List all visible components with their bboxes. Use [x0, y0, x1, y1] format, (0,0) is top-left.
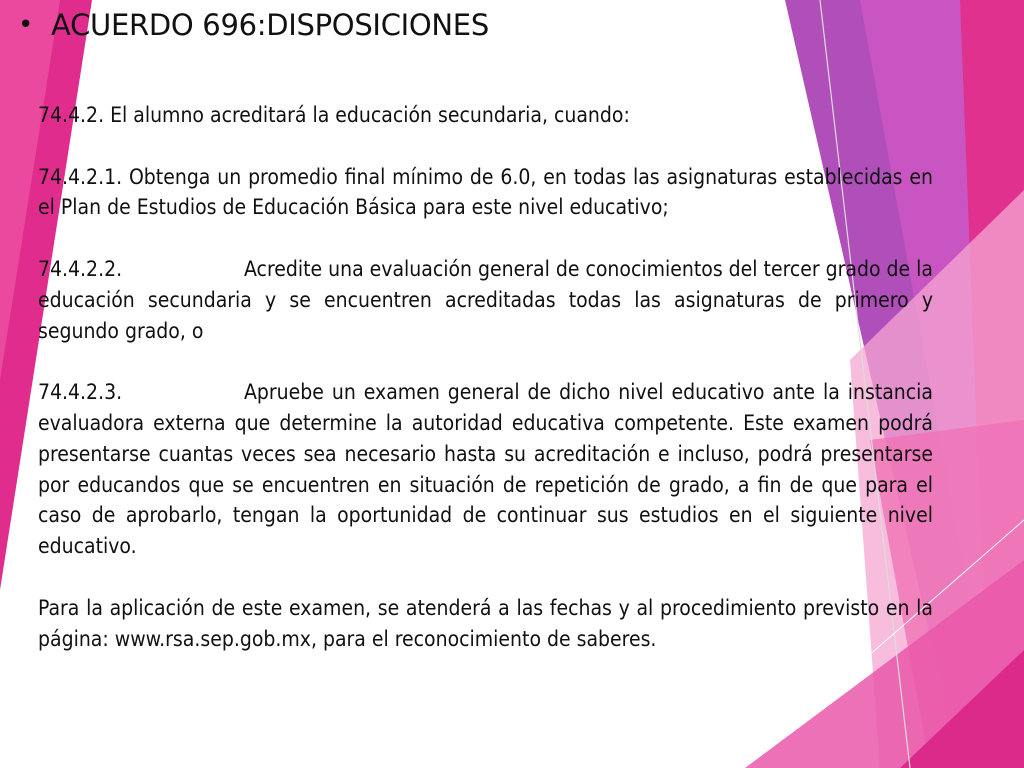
clause-text: Acredite una evaluación general de conocimientos del tercer grado de la educación secundaria y se encuentren acreditadas todas las asignaturas de primero y segundo grado, o — [38, 256, 933, 343]
slide-body — [38, 100, 933, 654]
paragraph-exam-application: Para la aplicación de este examen, se atenderá a las fechas y al procedimiento previsto en la página: www.rsa.sep.gob.mx, para el reconocimiento de saberes. — [38, 595, 933, 651]
title-text: ACUERDO 696:DISPOSICIONES — [51, 8, 489, 42]
paragraph-74-4-2-3 — [38, 377, 933, 562]
clause-text: Apruebe un examen general de dicho nivel educativo ante la instancia evaluadora externa que determine la autoridad educativa competente. Este examen podrá presentarse cuantas veces sea necesario hasta su acreditación e incluso, podrá presentarse por educandos que se encuentren en situación de repetición de grado, a fin de que para el caso de aprobarlo, tengan la oportunidad de continuar sus estudios en el siguiente nivel educativo. — [38, 380, 933, 559]
clause-number: 74.4.2.3. — [38, 380, 123, 405]
paragraph-74-4-2-1: 74.4.2.1. Obtenga un promedio final mínimo de 6.0, en todas las asignaturas establecidas en el Plan de Estudios de Educación Básica para este nivel educativo; — [38, 164, 933, 220]
paragraph-74-4-2-2 — [38, 254, 933, 346]
slide-title — [18, 8, 489, 42]
title-bullet: • — [18, 10, 34, 40]
paragraph-74-4-2: 74.4.2. El alumno acreditará la educación secundaria, cuando: — [38, 103, 630, 127]
clause-number: 74.4.2.2. — [38, 256, 123, 281]
